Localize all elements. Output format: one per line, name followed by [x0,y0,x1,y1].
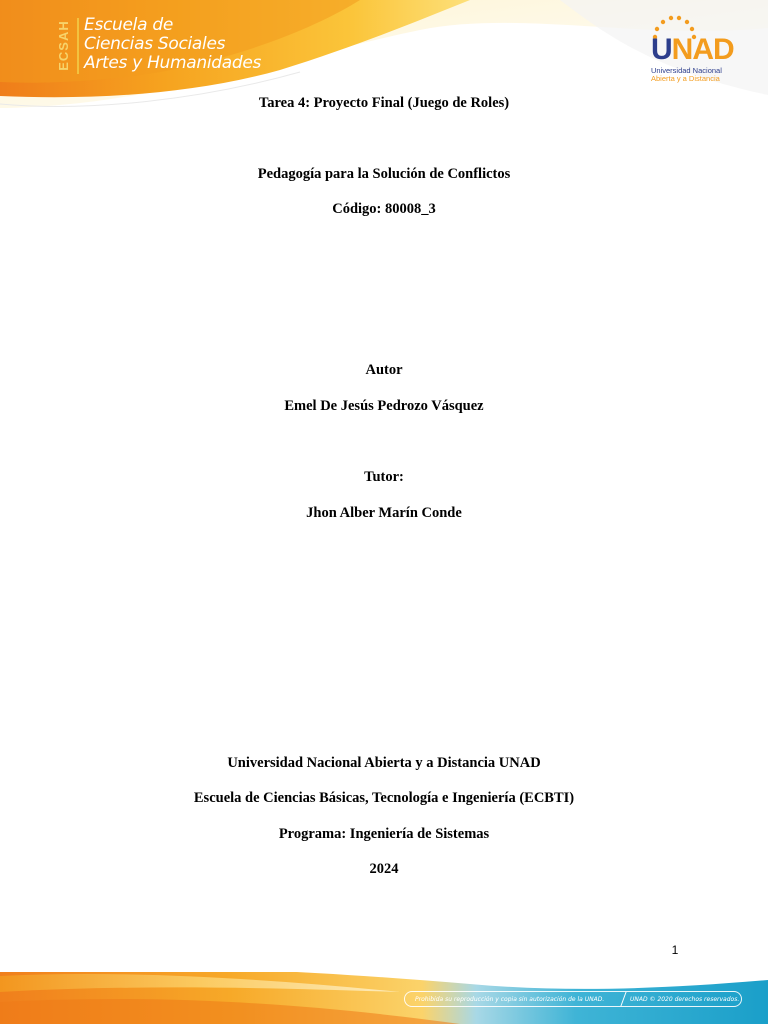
footer-copyright: UNAD © 2020 derechos reservados. [630,995,740,1003]
page-number: 1 [671,943,679,957]
school-acronym: ECSAH [55,19,71,71]
course-code: Código: 80008_3 [332,201,436,217]
school-name-line: Ciencias Sociales [84,34,226,54]
school-name-line: Escuela de [84,15,173,35]
unad-logo [645,14,733,86]
unad-logo-subtitle: Universidad Nacional Abierta y a Distancia [651,66,722,83]
unad-wordmark: UNAD [651,33,734,66]
tutor-label: Tutor: [364,469,404,485]
footer-legal-notice [404,991,742,1007]
author-name: Emel De Jesús Pedrozo Vásquez [284,398,484,414]
course-name: Pedagogía para la Solución de Conflictos [257,166,511,182]
logo-divider [77,18,79,74]
tutor-name: Jhon Alber Marín Conde [306,505,462,521]
document-year: 2024 [369,861,399,877]
school-name [84,16,261,73]
program-name: Programa: Ingeniería de Sistemas [278,826,490,842]
school-full-name: Escuela de Ciencias Básicas, Tecnología e Ingeniería (ECBTI) [193,790,575,806]
footer-notice: Prohibida su reproducción y copia sin autorización de la UNAD. [415,995,605,1003]
university-name: Universidad Nacional Abierta y a Distancia UNAD [227,755,541,771]
author-label: Autor [365,362,403,378]
footer-separator [620,992,626,1006]
school-name-line: Artes y Humanidades [84,53,262,73]
task-title: Tarea 4: Proyecto Final (Juego de Roles) [258,95,510,111]
